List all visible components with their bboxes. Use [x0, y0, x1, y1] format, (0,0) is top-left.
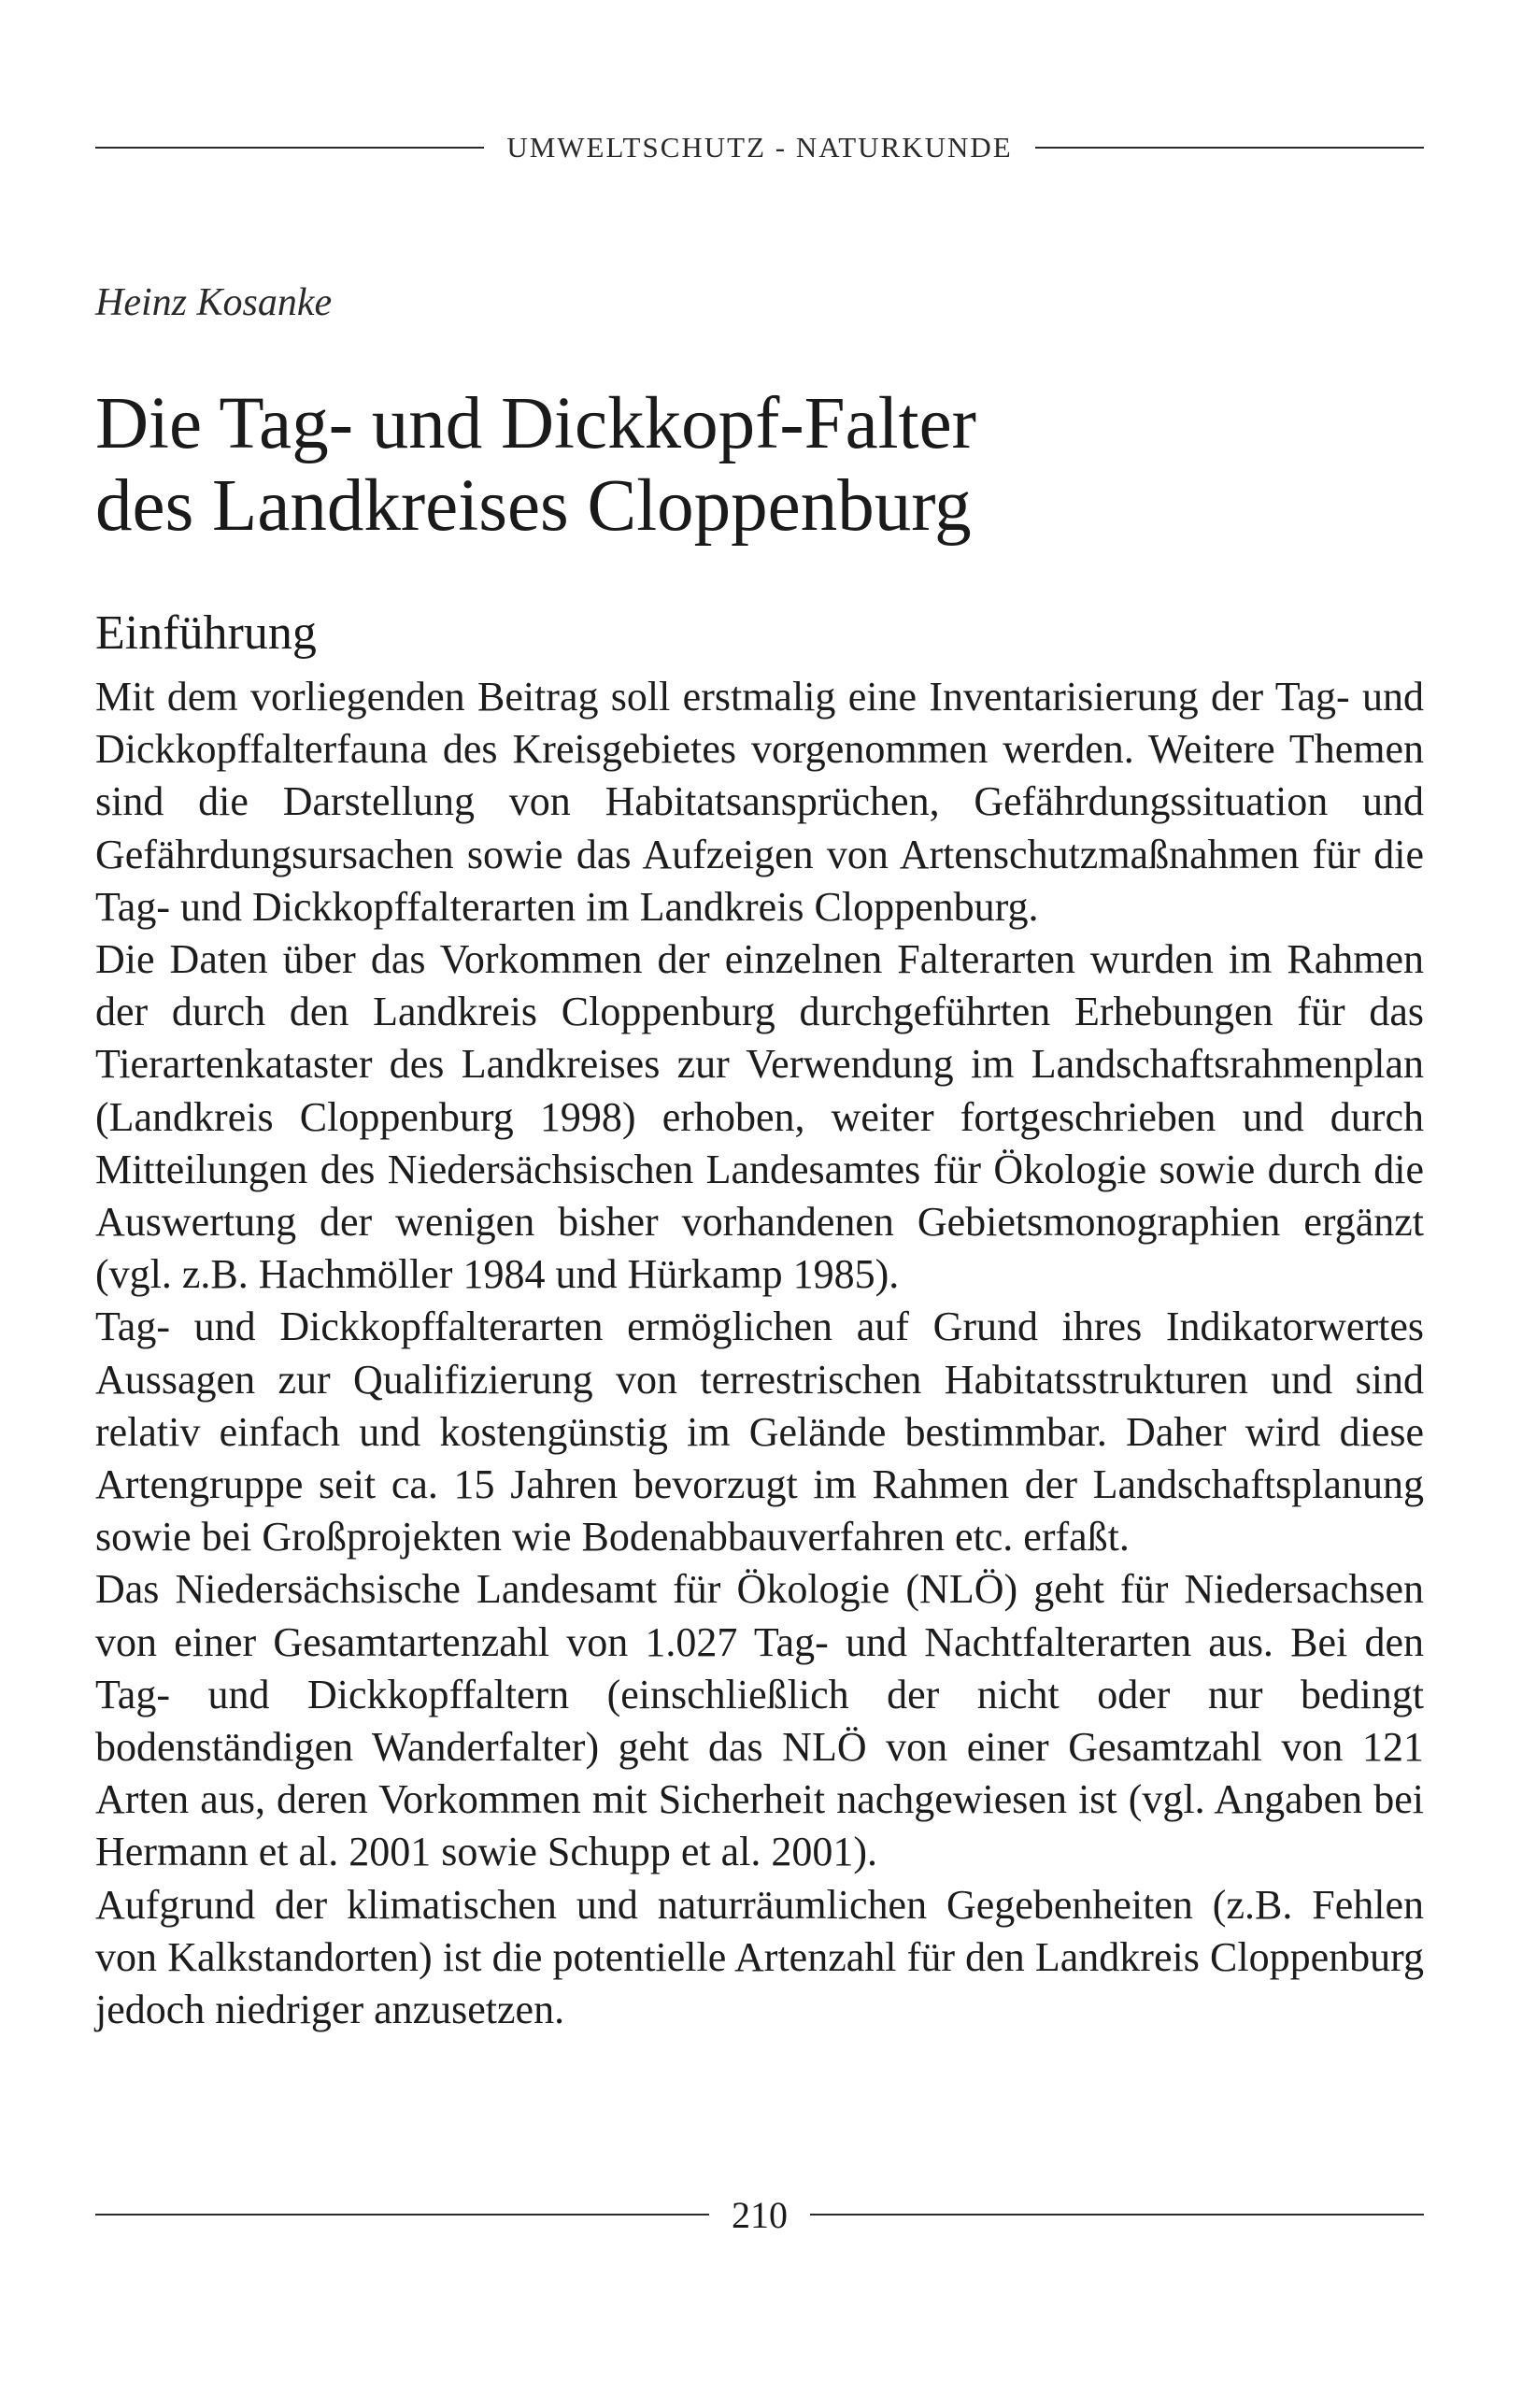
- header-rule-right: [1035, 147, 1424, 149]
- paragraph: Tag- und Dickkopffalterarten ermöglichen auf Grund ihres Indikatorwertes Aussagen zur Qualifizierung von terrestrischen Habitatsstrukturen und sind relativ einfach und kostengünstig im Gelände bestimmbar. Daher wird diese Artengruppe seit ca. 15 Jahren bevorzugt im Rahmen der Landschaftsplanung sowie bei Großprojekten wie Bodenabbauverfahren etc. erfaßt.: [95, 1304, 1424, 1560]
- paragraph: Die Daten über das Vorkommen der einzelnen Falterarten wurden im Rahmen der durch den Landkreis Cloppenburg durchgeführten Erhebungen für das Tierartenkataster des Landkreises zur Verwendung im Landschaftsrahmenplan (Landkreis Cloppenburg 1998) erhoben, weiter fortgeschrieben und durch Mitteilungen des Niedersächsischen Landesamtes für Ökologie sowie durch die Auswertung der wenigen bisher vorhandenen Gebietsmonographien ergänzt (vgl. z.B. Hachmöller 1984 und Hürkamp 1985).: [95, 936, 1424, 1298]
- header-rule-left: [95, 147, 484, 149]
- running-header: [95, 129, 1424, 166]
- footer-rule-right: [810, 2214, 1424, 2216]
- header-title: UMWELTSCHUTZ - NATURKUNDE: [506, 131, 1013, 164]
- article-title: [95, 383, 1431, 548]
- paragraph: Mit dem vorliegenden Beitrag soll erstmalig eine Inventarisierung der Tag- und Dickkopffalterfauna des Kreisgebietes vorgenommen werden. Weitere Themen sind die Darstellung von Habitatsansprüchen, Gefährdungssituation und Gefährdungsursachen sowie das Aufzeigen von Artenschutzmaßnahmen für die Tag- und Dickkopffalterarten im Landkreis Cloppenburg.: [95, 674, 1424, 930]
- page-footer: [95, 2187, 1424, 2243]
- article-title-line-1: Die Tag- und Dickkopf-Falter: [95, 383, 976, 464]
- page-number: 210: [732, 2193, 788, 2236]
- footer-rule-left: [95, 2214, 709, 2216]
- paragraph: Das Niedersächsische Landesamt für Ökologie (NLÖ) geht für Niedersachsen von einer Gesamtartenzahl von 1.027 Tag- und Nachtfalterarten aus. Bei den Tag- und Dickkopffaltern (einschließlich der nicht oder nur bedingt bodenständigen Wanderfalter) geht das NLÖ von einer Gesamtzahl von 121 Arten aus, deren Vorkommen mit Sicherheit nachgewiesen ist (vgl. Angaben bei Hermann et al. 2001 sowie Schupp et al. 2001).: [95, 1566, 1424, 1875]
- author-name: Heinz Kosanke: [95, 281, 333, 324]
- article-title-line-2: des Landkreises Cloppenburg: [95, 465, 972, 547]
- section-heading: Einführung: [95, 606, 317, 660]
- body-text: [95, 671, 1424, 2036]
- paragraph: Aufgrund der klimatischen und naturräumlichen Gegebenheiten (z.B. Fehlen von Kalkstandorten) ist die potentielle Artenzahl für den Landkreis Cloppenburg jedoch niedriger anzusetzen.: [95, 1881, 1424, 2033]
